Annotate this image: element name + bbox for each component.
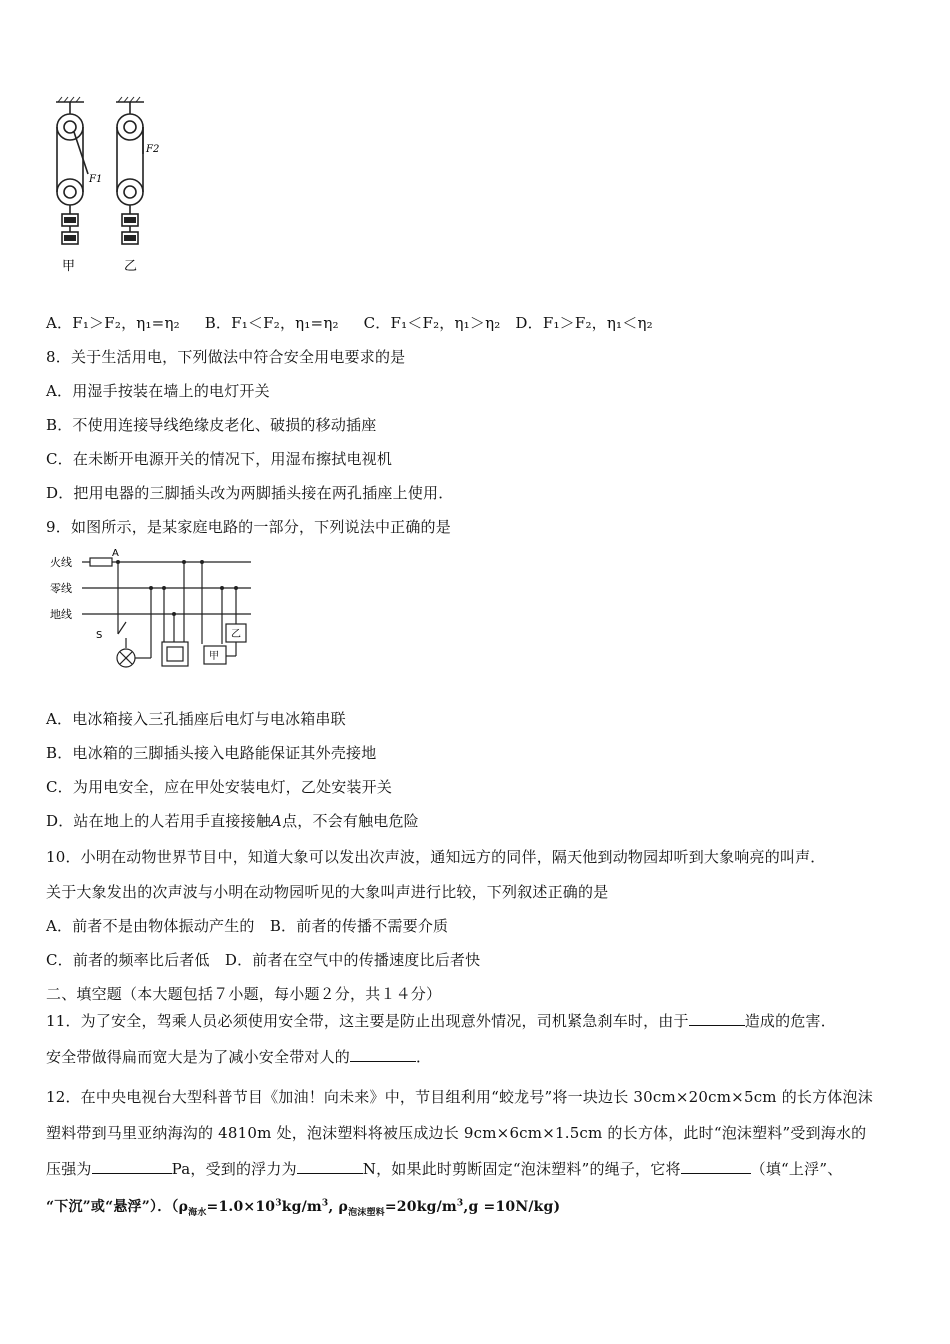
force-f2-label: F2 bbox=[146, 144, 160, 155]
q8-option-a: A．用湿手按装在墙上的电灯开关 bbox=[46, 382, 270, 400]
q7-option-d: D．F₁＞F₂，η₁＜η₂ bbox=[515, 314, 653, 332]
q11-line2: 安全带做得扁而宽大是为了减小安全带对人的 ． bbox=[46, 1048, 432, 1066]
q12-line2: 塑料带到马里亚纳海沟的 4810m 处，泡沫塑料将被压成边长 9cm×6cm×1.5cm 的长方体，此时“泡沫塑料”受到海水的 bbox=[46, 1124, 867, 1142]
wire-ground-label: 地线 bbox=[50, 608, 72, 621]
q9-stem: 9．如图所示，是某家庭电路的一部分，下列说法中正确的是 bbox=[46, 518, 451, 536]
wire-neutral-label: 零线 bbox=[50, 582, 72, 595]
q8-option-d: D．把用电器的三脚插头改为两脚插头接在两孔插座上使用． bbox=[46, 484, 454, 502]
point-a-label: A bbox=[112, 548, 119, 559]
q9-option-c: C．为用电安全，应在甲处安装电灯，乙处安装开关 bbox=[46, 778, 393, 796]
q9-option-b: B．电冰箱的三脚插头接入电路能保证其外壳接地 bbox=[46, 744, 377, 762]
q7-option-c: C．F₁＜F₂，η₁＞η₂ bbox=[363, 314, 501, 332]
section-2-title: 二、填空题（本大题包括７小题，每小题２分，共１４分） bbox=[46, 985, 442, 1003]
q10-line1: 10．小明在动物世界节目中，知道大象可以发出次声波，通知远方的同伴，隔天他到动物园却听到大象响亮的叫声． bbox=[46, 848, 826, 866]
q12-blank-pressure[interactable] bbox=[92, 1159, 172, 1174]
q7-options bbox=[46, 312, 653, 333]
q9-option-a: A．电冰箱接入三孔插座后电灯与电冰箱串联 bbox=[46, 710, 346, 728]
box-yi-label: 乙 bbox=[231, 629, 241, 640]
q8-stem: 8．关于生活用电，下列做法中符合安全用电要求的是 bbox=[46, 348, 406, 366]
q10-line2: 关于大象发出的次声波与小明在动物园听见的大象叫声进行比较，下列叙述正确的是 bbox=[46, 883, 609, 901]
q12-line3: 压强为 Pa，受到的浮力为 N，如果此时剪断固定“泡沫塑料”的绳子，它将 （填“上浮”、 bbox=[46, 1160, 843, 1178]
q8-option-b: B．不使用连接导线绝缘皮老化、破损的移动插座 bbox=[46, 416, 377, 434]
q12-blank-motion[interactable] bbox=[681, 1159, 751, 1174]
pulley-label-yi: 乙 bbox=[124, 259, 138, 274]
circuit-figure bbox=[46, 546, 256, 676]
q12-blank-buoyancy[interactable] bbox=[297, 1159, 363, 1174]
q7-option-a: A．F₁＞F₂，η₁=η₂ bbox=[46, 314, 180, 332]
q11-blank-2[interactable] bbox=[350, 1047, 416, 1062]
q11-line1: 11．为了安全，驾乘人员必须使用安全带，这主要是防止出现意外情况，司机紧急刹车时，由于 造成的危害． bbox=[46, 1012, 836, 1030]
q9-option-d: D．站在地上的人若用手直接接触A点，不会有触电危险 bbox=[46, 812, 419, 830]
force-f1-label: F1 bbox=[89, 174, 103, 185]
q8-option-c: C．在未断开电源开关的情况下，用湿布擦拭电视机 bbox=[46, 450, 393, 468]
pulley-figure bbox=[44, 92, 179, 277]
q10-options-ab: A．前者不是由物体振动产生的 B．前者的传播不需要介质 bbox=[46, 917, 449, 935]
switch-s-label: S bbox=[96, 630, 103, 641]
box-jia-label: 甲 bbox=[209, 651, 219, 662]
pulley-label-jia: 甲 bbox=[62, 259, 76, 274]
q12-line4: “下沉”或“悬浮”）．（$\rho_{海水}=1.0\times 10^3kg/m^3$, $\rho_{泡沫塑料}=20kg/m^3,g =10N/kg$) bbox=[46, 1198, 561, 1218]
wire-live-label: 火线 bbox=[50, 556, 72, 569]
q10-options-cd: C．前者的频率比后者低 D．前者在空气中的传播速度比后者快 bbox=[46, 951, 481, 969]
q12-line1: 12．在中央电视台大型科普节目《加油！向未来》中，节目组利用“蛟龙号”将一块边长 30cm×20cm×5cm 的长方体泡沫 bbox=[46, 1088, 873, 1106]
q11-blank-1[interactable] bbox=[689, 1011, 745, 1026]
q7-option-b: B．F₁＜F₂，η₁=η₂ bbox=[204, 314, 339, 332]
